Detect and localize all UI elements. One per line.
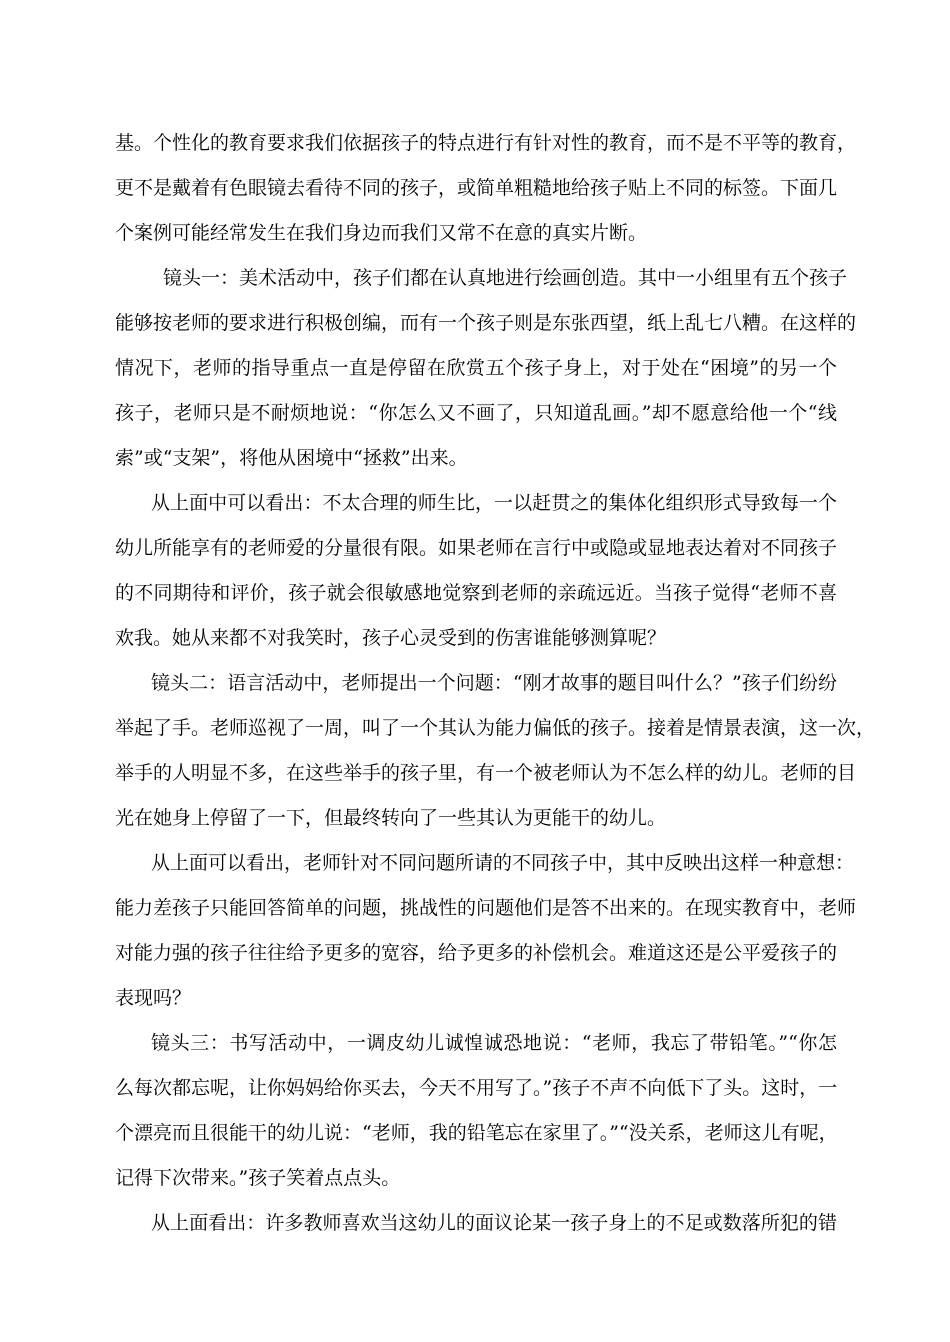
text-line: 举起了手。老师巡视了一周，叫了一个其认为能力偏低的孩子。接着是情景表演，这一次， [115,717,876,739]
text-line: 举手的人明显不多，在这些举手的孩子里，有一个被老师认为不怎么样的幼儿。老师的目 [115,762,857,784]
text-line: 从上面看出：许多教师喜欢当这幼儿的面议论某一孩子身上的不足或数落所犯的错 [151,1212,837,1234]
text-line: 索”或“支架”，将他从困境中“拯救”出来。 [115,447,468,469]
text-line: 镜头三：书写活动中，一调皮幼儿诚惶诚恐地说：“老师，我忘了带铅笔。”“你怎 [151,1032,837,1054]
text-line: 光在她身上停留了一下，但最终转向了一些其认为更能干的幼儿。 [115,807,667,829]
text-line: 镜头二：语言活动中，老师提出一个问题：“刚才故事的题目叫什么？”孩子们纷纷 [151,672,837,694]
text-line: 幼儿所能享有的老师爱的分量很有限。如果老师在言行中或隐或显地表达着对不同孩子 [115,537,838,559]
text-line: 欢我。她从来都不对我笑时，孩子心灵受到的伤害谁能够测算呢？ [115,627,667,649]
text-line: 孩子，老师只是不耐烦地说：“你怎么又不画了，只知道乱画。”却不愿意给他一个“线 [115,402,837,424]
text-line: 个漂亮而且很能干的幼儿说：“老师，我的铅笔忘在家里了。”“没关系，老师这儿有呢， [115,1122,838,1144]
text-line: 从上面中可以看出：不太合理的师生比，一以赶贯之的集体化组织形式导致每一个 [151,492,837,514]
text-line: 记得下次带来。”孩子笑着点点头。 [115,1167,401,1189]
text-line: 表现吗？ [115,987,192,1009]
text-line: 对能力强的孩子往往给予更多的宽容，给予更多的补偿机会。难道这还是公平爱孩子的 [115,942,838,964]
text-line: 更不是戴着有色眼镜去看待不同的孩子，或简单粗糙地给孩子贴上不同的标签。下面几 [115,177,838,199]
text-line: 么每次都忘呢，让你妈妈给你买去，今天不用写了。”孩子不声不向低下了头。这时，一 [115,1077,838,1099]
text-line: 能力差孩子只能回答简单的问题，挑战性的问题他们是答不出来的。在现实教育中，老师 [115,897,857,919]
text-line: 个案例可能经常发生在我们身边而我们又常不在意的真实片断。 [115,222,648,244]
text-line: 镜头一：美术活动中，孩子们都在认真地进行绘画创造。其中一小组里有五个孩子 [163,267,848,289]
text-line: 情况下，老师的指导重点一直是停留在欣赏五个孩子身上，对于处在“困境”的另一个 [115,357,837,379]
text-line: 从上面可以看出，老师针对不同问题所请的不同孩子中，其中反映出这样一种意想： [151,852,855,874]
text-line: 基。个性化的教育要求我们依据孩子的特点进行有针对性的教育，而不是不平等的教育， [115,132,857,154]
text-line: 能够按老师的要求进行积极创编，而有一个孩子则是东张西望，纸上乱七八糟。在这样的 [115,312,857,334]
text-line: 的不同期待和评价，孩子就会很敏感地觉察到老师的亲疏远近。当孩子觉得“老师不喜 [115,582,837,604]
